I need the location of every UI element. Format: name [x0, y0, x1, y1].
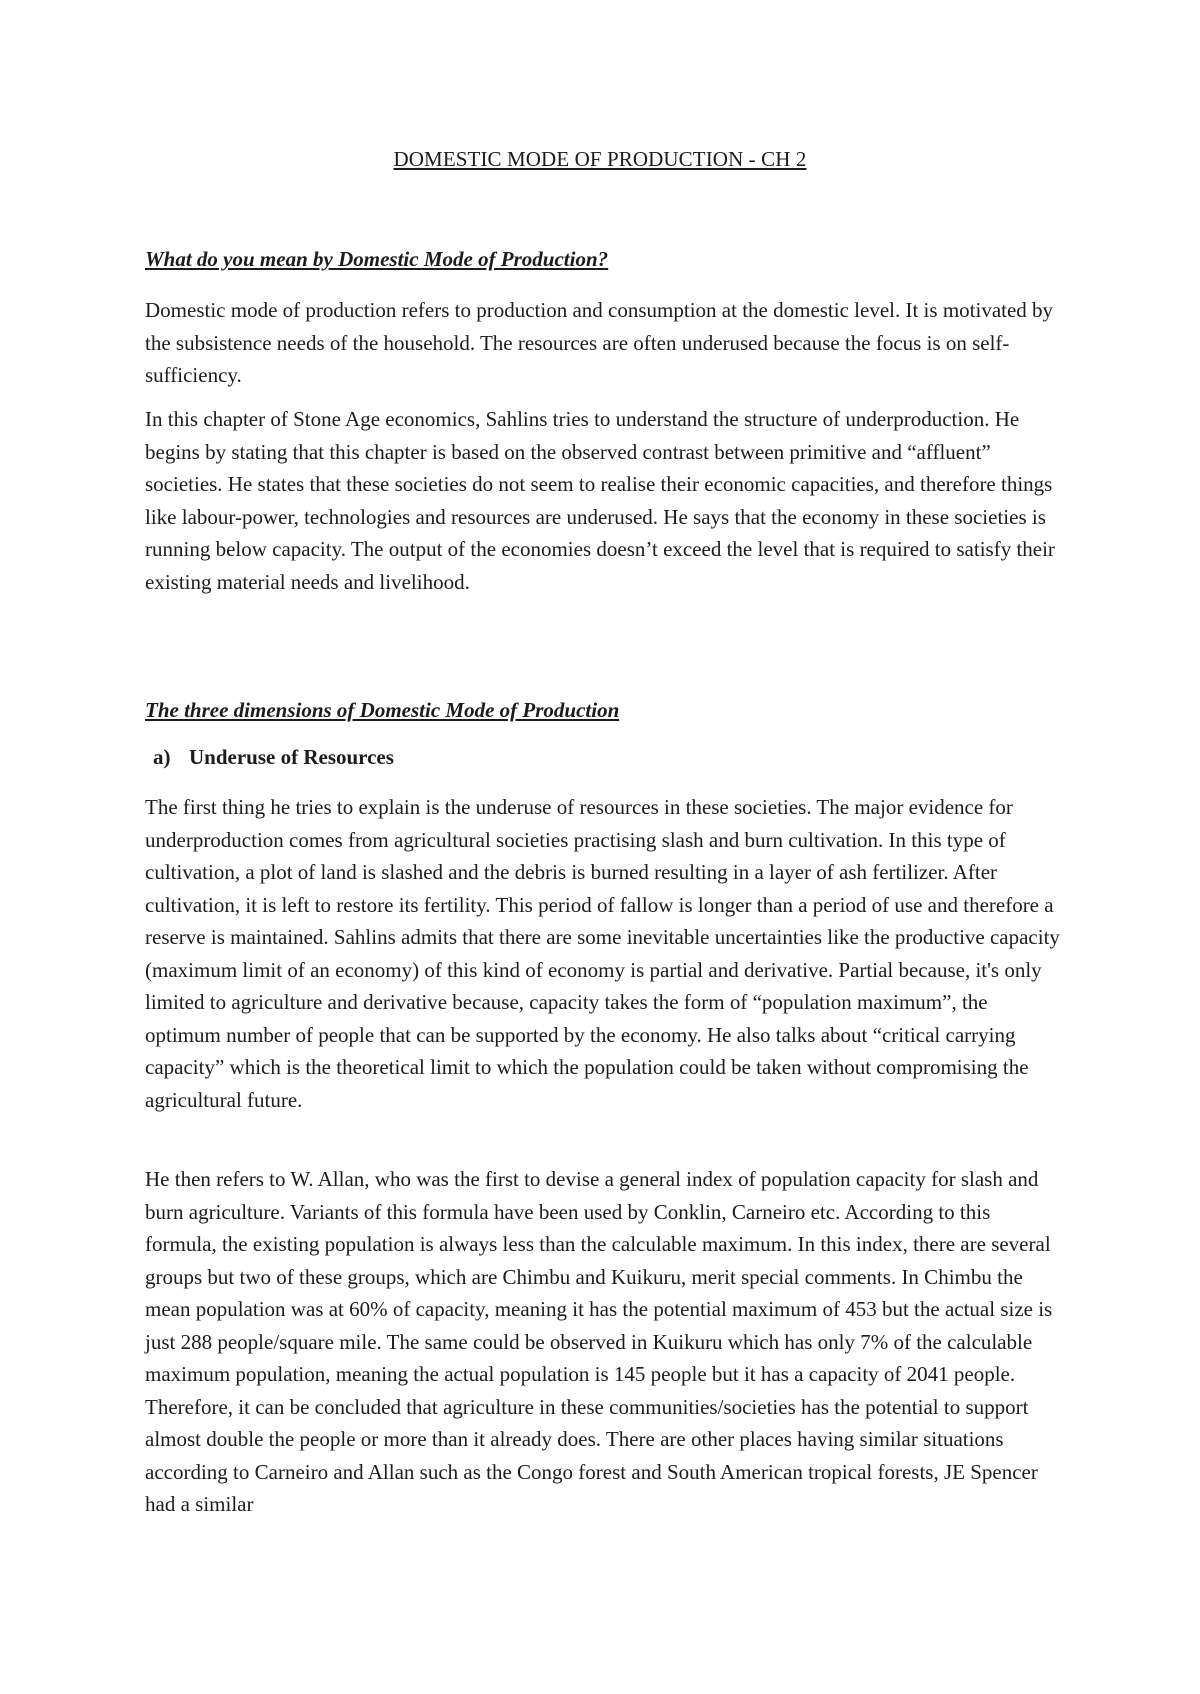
section-heading: The three dimensions of Domestic Mode of Production — [145, 698, 620, 722]
document-title: DOMESTIC MODE OF PRODUCTION - CH 2 — [393, 147, 807, 171]
paragraph-definition: Domestic mode of production refers to production and consumption at the domestic level. It is motivated by the subsistence needs of the household. The resources are often underused because the focus is on self-sufficiency. — [145, 298, 1054, 387]
subsection-marker: a) — [153, 745, 171, 769]
paragraph-allan-index: He then refers to W. Allan, who was the first to devise a general index of population capacity for slash and burn agriculture. Variants of this formula have been used by Conklin, Carneiro etc. According to this formula, the existing population is always less than the calculable maximum. In this index, there are several groups but two of these groups, which are Chimbu and Kuikuru, merit special comments. In Chimbu the mean population was at 60% of capacity, meaning it has the potential maximum of 453 but the actual size is just 288 people/square mile. The same could be observed in Kuikuru which has only 7% of the calculable maximum population, meaning the actual population is 145 people but it has a capacity of 2041 people. Therefore, it can be concluded that agriculture in these communities/societies has the potential to support almost double the people or more than it already does. There are other places having similar situations according to Carneiro and Allan such as the Congo forest and South American tropical forests, JE Spencer had a similar — [145, 1167, 1053, 1516]
subsection-label: Underuse of Resources — [189, 745, 394, 769]
paragraph-underuse: The first thing he tries to explain is the underuse of resources in these societies. The major evidence for underproduction comes from agricultural societies practising slash and burn cultivation. In this type of cultivation, a plot of land is slashed and the debris is burned resulting in a layer of ash fertilizer. After cultivation, it is left to restore its fertility. This period of fallow is longer than a period of use and therefore a reserve is maintained. Sahlins admits that there are some inevitable uncertainties like the productive capacity (maximum limit of an economy) of this kind of economy is partial and derivative. Partial because, it's only limited to agriculture and derivative because, capacity takes the form of “population maximum”, the optimum number of people that can be supported by the economy. He also talks about “critical carrying capacity” which is the theoretical limit to which the population could be taken without compromising the agricultural future. — [145, 795, 1060, 1112]
question-heading: What do you mean by Domestic Mode of Production? — [145, 247, 609, 271]
subsection-heading — [153, 744, 394, 770]
paragraph-sahlins-intro: In this chapter of Stone Age economics, Sahlins tries to understand the structure of underproduction. He begins by stating that this chapter is based on the observed contrast between primitive and “affluent” societies. He states that these societies do not seem to realise their economic capacities, and therefore things like labour-power, technologies and resources are underused. He says that the economy in these societies is running below capacity. The output of the economies doesn’t exceed the level that is required to satisfy their existing material needs and livelihood. — [145, 407, 1055, 594]
